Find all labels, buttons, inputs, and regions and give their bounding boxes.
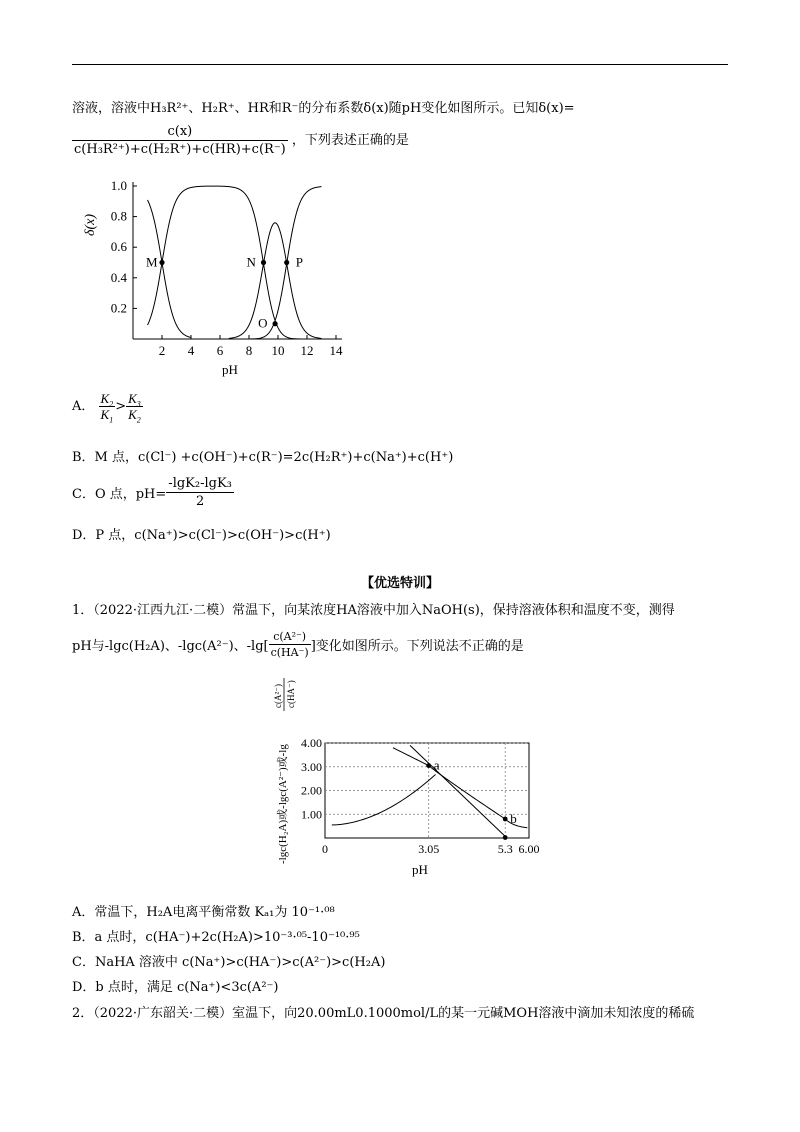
q1-line1: 1．（2022·江西九江·二模）常温下，向某浓度HA溶液中加入NaOH(s)，保持溶液体积和温度不变，测得 — [72, 603, 675, 618]
q1-fraction — [269, 630, 311, 659]
chart2-curve-rising — [332, 774, 436, 824]
q1-fraction-numerator: c(A²⁻) — [269, 630, 311, 645]
chart1-point-label-o: O — [258, 315, 268, 331]
option-b: B．M 点，c(Cl⁻) +c(OH⁻)+c(R⁻)=2c(H₂R⁺)+c(Na⁺)+c(H⁺) — [72, 450, 454, 465]
chart1-xtick-label: 14 — [329, 343, 343, 358]
chart1-xtick-label: 8 — [245, 343, 253, 358]
chart2-ytick-label: 3.00 — [301, 759, 322, 774]
chart2-ylabel-main: -lgc(H₂A)或-lgc(A²⁻)或-lg — [277, 744, 289, 864]
chart1-xtick-label: 10 — [271, 343, 285, 358]
chart1-xtick-label: 6 — [216, 343, 224, 358]
option-a-frac-right — [126, 391, 143, 425]
chart2-axis-dot — [503, 835, 508, 840]
chart1-point-n — [261, 260, 266, 265]
option-a — [72, 391, 143, 425]
chart1-point-label-n: N — [246, 254, 256, 270]
q2-line1: 2．（2022·广东韶关·二模）室温下，向20.00mL0.1000mol/L的某一元碱MOH溶液中滴加未知浓度的稀硫 — [72, 1006, 695, 1021]
chart2-point-b — [503, 817, 508, 822]
section-title: 【优选特训】 — [360, 576, 439, 591]
chart1-ytick-label: 0.4 — [110, 269, 127, 285]
option-a-frac-left — [99, 391, 116, 425]
chart1-ylabel: δ(x) — [83, 213, 98, 236]
ph-chart — [272, 668, 542, 890]
chart1-point-label-m: M — [146, 254, 158, 270]
chart2-xtick-label: 0 — [322, 842, 328, 856]
chart2-curves — [332, 745, 528, 838]
chart1-xlabel: pH — [222, 362, 238, 377]
q1-option-b: B．a 点时，c(HA⁻)+2c(H₂A)>10⁻³·⁰⁵-10⁻¹⁰·⁹⁵ — [72, 930, 360, 945]
chart1-xtick-label: 2 — [158, 343, 166, 358]
question-intro-line2 — [72, 124, 409, 157]
k2-symbol: K — [100, 391, 110, 406]
fraction-numerator: c(x) — [72, 124, 288, 141]
q1-line2-prefix: pH与-lgc(H₂A)、-lgc(A²⁻)、-lg[ — [72, 639, 269, 654]
delta-definition-fraction — [72, 124, 288, 157]
chart1-point-o — [273, 321, 278, 326]
q1-option-c: C．NaHA 溶液中 c(Na⁺)>c(HA⁻)>c(A²⁻)>c(H₂A) — [72, 955, 386, 970]
chart2-ylabel-num: c(A²⁻) — [273, 684, 283, 708]
chart2-points — [426, 758, 516, 840]
top-rule — [72, 64, 728, 65]
k1-sub: 1 — [109, 415, 114, 425]
chart2-ytick-label: 2.00 — [301, 783, 322, 798]
chart1-xtick-label: 4 — [187, 343, 195, 358]
chart1-ytick-label: 0.2 — [110, 300, 127, 316]
fraction-denominator: c(H₃R²⁺)+c(H₂R⁺)+c(HR)+c(R⁻) — [74, 142, 286, 157]
chart1-ytick-label: 0.6 — [110, 239, 127, 255]
k3-symbol: K — [128, 391, 137, 406]
chart2-point-a — [426, 763, 431, 768]
option-d: D．P 点，c(Na⁺)>c(Cl⁻)>c(OH⁻)>c(H⁺) — [72, 528, 331, 543]
chart2-curve-steep — [410, 745, 507, 838]
q1-option-d: D．b 点时，满足 c(Na⁺)<3c(A²⁻) — [72, 980, 279, 995]
question-intro-line1: 溶液，溶液中H₃R²⁺、H₂R⁺、HR和R⁻的分布系数δ(x)随pH变化如图所示。已知δ(x)= — [72, 101, 575, 116]
chart2-xtick-label: 6.00 — [518, 842, 540, 856]
chart1-point-m — [159, 260, 164, 265]
chart2-xtick-label: 5.3 — [497, 842, 513, 856]
chart2-ylabel-den: c(HA⁻) — [286, 680, 296, 708]
option-c — [72, 476, 234, 509]
q1-line2-suffix: ]变化如图所示。下列说法不正确的是 — [310, 639, 524, 654]
option-c-denominator: 2 — [195, 494, 205, 509]
chart2-ytick-label: 4.00 — [301, 736, 322, 750]
option-a-label: A． — [72, 399, 95, 414]
chart2-point-label-b: b — [510, 811, 517, 826]
greater-than-sign: > — [115, 399, 127, 414]
k2-sub: 2 — [109, 399, 114, 409]
k1-symbol: K — [100, 407, 110, 422]
distribution-chart — [72, 172, 372, 382]
chart1-curve-h2r — [148, 186, 305, 339]
chart1-ytick-label: 0.8 — [110, 208, 127, 224]
chart2-xlabel: pH — [412, 862, 428, 877]
k3-sub: 3 — [136, 399, 141, 409]
k2-symbol-den: K — [128, 407, 137, 422]
chart1-point-label-p: P — [295, 254, 303, 270]
chart1-ytick-label: 1.0 — [110, 178, 127, 193]
chart2-ylabel — [273, 678, 296, 864]
chart1-point-p — [284, 260, 289, 265]
q1-fraction-denominator: c(HA⁻) — [270, 646, 309, 659]
q1-option-a: A．常温下，H₂A电离平衡常数 Kₐ₁为 10⁻¹·⁰⁸ — [72, 905, 335, 920]
chart2-point-label-a: a — [433, 757, 440, 773]
option-c-numerator: -lgK₂-lgK₃ — [168, 476, 232, 491]
option-c-fraction — [166, 476, 234, 509]
chart2-curve-falling — [393, 748, 527, 828]
chart1-xtick-label: 12 — [300, 343, 314, 358]
chart2-xtick-label: 3.05 — [418, 842, 440, 856]
question-intro-tail: ，下列表述正确的是 — [291, 133, 409, 148]
q1-line2 — [72, 630, 524, 659]
option-c-prefix: C．O 点，pH= — [72, 487, 167, 502]
chart2-ytick-label: 1.00 — [301, 807, 322, 822]
chart1-points — [146, 255, 303, 331]
k2-sub-den: 2 — [136, 415, 141, 425]
